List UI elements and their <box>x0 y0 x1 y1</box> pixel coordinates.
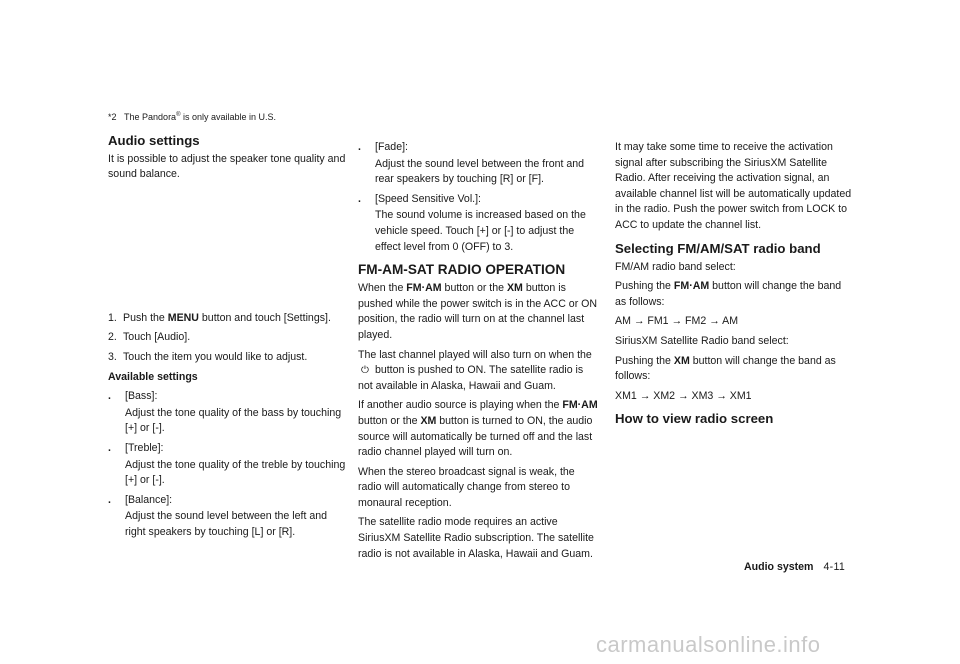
bullet-icon: . <box>358 141 361 153</box>
paragraph: SiriusXM Satellite Radio band select: <box>615 334 789 347</box>
left-column <box>108 108 348 545</box>
bullet-icon: . <box>108 390 111 403</box>
setting-description: Adjust the tone quality of the bass by touching [+] or [-]. <box>125 406 342 435</box>
middle-column <box>358 140 600 566</box>
paragraph: FM/AM radio band select: <box>615 260 736 273</box>
intro-text: It is possible to adjust the speaker tone quality and sound balance. <box>108 152 346 181</box>
step-item: 2. Touch [Audio]. <box>108 331 191 344</box>
fm-am-button-label: FM·AM <box>562 399 598 412</box>
paragraph: Pushing the XM button will change the band as follows: <box>615 354 836 383</box>
xm-button-label: XM <box>420 414 437 427</box>
footnote: *2 The Pandora® is only available in U.S. <box>108 112 277 122</box>
blank-space <box>108 187 348 311</box>
fm-am-button-label: FM·AM <box>406 282 442 295</box>
setting-item: . [Speed Sensitive Vol.]: <box>358 192 600 208</box>
xm-button-label: XM <box>673 354 690 367</box>
watermark: carmanualsonline.info <box>596 632 821 657</box>
bullet-icon: . <box>108 493 111 506</box>
paragraph: If another audio source is playing when the FM·AM button or the XM button is turned to ON, the audio source will automatically be turned off and the last radio channel played will turn on. <box>358 399 598 459</box>
page-footer <box>744 561 845 573</box>
page-number: 4-11 <box>823 561 846 573</box>
band-select-heading: Selecting FM/AM/SAT radio band <box>615 240 821 256</box>
radio-operation-heading: FM-AM-SAT RADIO OPERATION <box>358 262 566 278</box>
setting-description: Adjust the sound level between the left and right speakers by touching [L] or [R]. <box>125 510 328 538</box>
paragraph: The last channel played will also turn on when the ⏻ button is pushed to ON. The satellite radio is not available in Alaska, Hawaii and Guam. <box>358 348 592 392</box>
menu-button-label: MENU <box>167 311 199 324</box>
bullet-icon: . <box>108 441 111 454</box>
fm-am-button-label: FM·AM <box>673 280 710 293</box>
radio-screen-heading: How to view radio screen <box>615 411 774 427</box>
setting-description: Adjust the sound level between the front and rear speakers by touching [R] or [F]. <box>375 157 585 186</box>
bullet-icon: . <box>358 192 361 205</box>
paragraph: It may take some time to receive the activation signal after subscribing the SiriusXM Satellite Radio. After receiving the activation signal, an available channel list will be automatically updated in the radio. Push the power switch from LOCK to ACC to update the channel list. <box>615 141 852 231</box>
step-item: 3. Touch the item you would like to adjust. <box>108 350 308 363</box>
setting-description: The sound volume is increased based on the vehicle speed. Touch [+] or [-] to adjust the effect level from 0 (OFF) to 3. <box>375 209 586 253</box>
step-item: 1. Push the MENU button and touch [Settings]. <box>108 311 331 324</box>
power-icon: ⏻ <box>361 365 369 377</box>
available-settings-label: Available settings <box>108 370 198 383</box>
setting-item: . [Balance]: <box>108 493 348 509</box>
paragraph: When the stereo broadcast signal is weak, the radio will automatically change from stereo to monaural reception. <box>358 465 575 509</box>
right-column <box>615 140 855 430</box>
paragraph: Pushing the FM·AM button will change the band as follows: <box>615 280 842 308</box>
setting-item: . [Bass]: <box>108 389 348 405</box>
audio-settings-heading: Audio settings <box>108 132 200 148</box>
band-sequence: XM1 → XM2 → XM3 → XM1 <box>615 389 752 402</box>
paragraph: When the FM·AM button or the XM button is pushed while the power switch is in the ACC or ON position, the radio will turn on at the channel last played. <box>358 282 598 341</box>
setting-description: Adjust the tone quality of the treble by touching [+] or [-]. <box>125 458 346 487</box>
section-title: Audio system <box>744 561 814 573</box>
band-sequence: AM → FM1 → FM2 → AM <box>615 315 739 328</box>
xm-button-label: XM <box>506 282 523 295</box>
paragraph: The satellite radio mode requires an active SiriusXM Satellite Radio subscription. The satellite radio is not available in Alaska, Hawaii and Guam. <box>358 516 594 560</box>
setting-item: . [Fade]: <box>358 140 600 156</box>
setting-item: . [Treble]: <box>108 441 348 457</box>
